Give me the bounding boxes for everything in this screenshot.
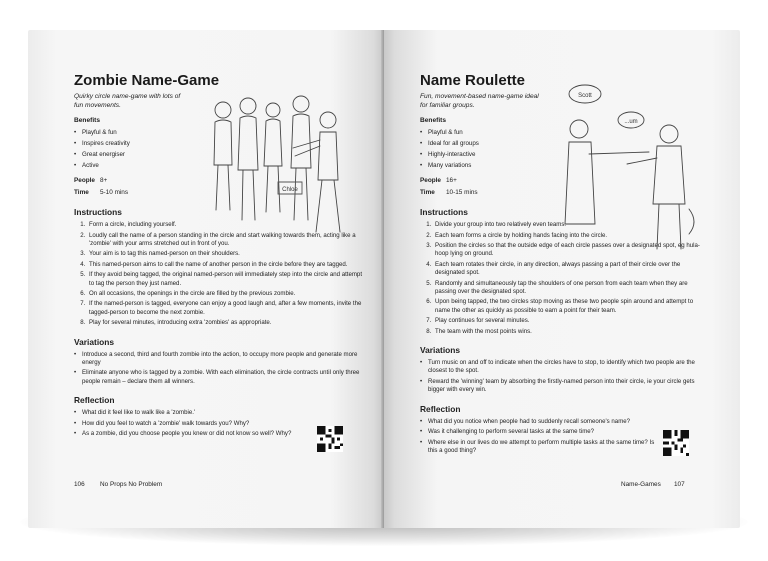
reflection-list [420,418,655,456]
variations-heading: Variations [74,336,115,347]
reflection-item: • Where else in our lives do we attempt to perform multiple tasks at the same time? Is this a good thing? [420,439,655,456]
variations-list [420,359,710,395]
instruction-item: 5. Randomly and simultaneously tap the shoulders of one person from each team when they are passing over the designated spot. [433,280,710,297]
time-label: Time [420,188,435,196]
instruction-item: 8. The team with the most points wins. [433,328,710,336]
variation-item: • Reward the 'winning' team by absorbing the firstly-named person into their circle, ie your circle gets bigger with every win. [420,378,710,395]
benefits-label: Benefits [420,117,447,125]
instruction-item: 3. Position the circles so that the outside edge of each circle passes over a designated spot, eg hula-hoop lying on ground. [433,242,710,259]
instructions-heading: Instructions [420,207,468,218]
variation-item: • Turn music on and off to indicate when the circles have to stop, to identify which two people are the closest to the spot. [420,359,710,376]
instruction-item: 8. Play for several minutes, introducing extra 'zombies' as appropriate. [87,319,364,327]
benefit-item: • Active [74,160,364,171]
footer-title: No Props No Problem [100,481,163,488]
time-label: Time [74,188,89,196]
time-row [74,187,364,199]
variation-item: • Eliminate anyone who is tagged by a zombie. With each elimination, the circle contracts until only three people remain – declare them all winners. [74,369,364,386]
instructions-list [74,221,364,327]
benefits-label: Benefits [74,117,101,125]
variation-item: • Introduce a second, third and fourth zombie into the action, to occupy more people and generate more energy [74,351,364,368]
people-label: People [74,177,95,185]
instruction-item: 4. Each team rotates their circle, in any direction, always passing a part of their circle over the designated spot. [433,261,710,278]
instruction-item: 4. This named-person aims to call the name of another person in the circle before they are tagged. [87,261,364,269]
people-row [420,175,710,187]
reflection-item: • As a zombie, did you choose people you knew or did not know so well? Why? [74,430,309,438]
time-row [420,187,710,199]
people-value: 16+ [446,177,457,185]
benefit-item: • Many variations [420,160,710,171]
page-title: Zombie Name-Game [74,72,220,89]
reflection-list [74,409,309,438]
benefit-item: • Playful & fun [74,127,364,138]
right-page [384,30,740,528]
reflection-item: • Was it challenging to perform several tasks at the same time? [420,428,655,436]
instructions-heading: Instructions [74,207,122,218]
reflection-heading: Reflection [420,403,461,414]
instruction-item: 1. Form a circle, including yourself. [87,221,364,229]
instruction-item: 6. Upon being tapped, the two circles stop moving as these two people spin around and attempt to name the other as quickly as possible to earn a point for their team. [433,298,710,315]
benefit-item: • Inspires creativity [74,138,364,149]
reflection-item: • What did you notice when people had to suddenly recall someone's name? [420,418,655,426]
page-number: 107 [674,481,685,488]
benefits-list [74,127,364,171]
page-subtitle: Fun, movement-based name-game ideal for familiar groups. [420,93,539,109]
people-label: People [420,177,441,185]
time-value: 10-15 mins [446,188,478,196]
instruction-item: 2. Loudly call the name of a person standing in the circle and start walking towards them, acting like a 'zombie' with your arms stretched out in front of you. [87,232,364,249]
benefit-item: • Highly-interactive [420,149,710,160]
page-number: 106 [74,481,85,488]
qr-code-icon[interactable] [317,426,343,452]
page-subtitle: Quirky circle name-game with lots of fun movements. [74,93,181,109]
speech-bubble-1-text: Scott [578,93,592,99]
instruction-item: 7. If the named-person is tagged, everyone can enjoy a good laugh and, after a few moments, invite the tagged-person to become the next zombie. [87,300,364,317]
instructions-list [420,221,710,336]
variations-list [74,351,364,387]
people-value: 8+ [100,177,108,185]
instruction-item: 2. Each team forms a circle by holding hands facing into the circle. [433,232,710,240]
qr-code-icon[interactable] [663,430,689,456]
page-title: Name Roulette [420,72,526,89]
benefit-item: • Great energiser [74,149,364,160]
reflection-heading: Reflection [74,395,115,406]
reflection-item: • What did it feel like to walk like a 'zombie.' [74,409,309,417]
benefits-list [420,127,710,171]
speech-bubble-2-text: ...um [624,119,638,125]
benefit-item: • Ideal for all groups [420,138,710,149]
instruction-item: 5. If they avoid being tagged, the original named-person will immediately step into the circle and attempt to tag the person they just named. [87,271,364,288]
instruction-item: 3. Your aim is to tag this named-person on their shoulders. [87,250,364,258]
variations-heading: Variations [420,345,461,356]
speech-bubble-text: Chloe [282,187,298,193]
instruction-item: 6. On all occasions, the openings in the circle are filled by the previous zombie. [87,290,364,298]
reflection-item: • How did you feel to watch a 'zombie' walk towards you? Why? [74,420,309,428]
left-page [28,30,384,528]
benefit-item: • Playful & fun [420,127,710,138]
people-row [74,175,364,187]
instruction-item: 7. Play continues for several minutes. [433,317,710,325]
time-value: 5-10 mins [100,188,129,196]
footer-title: Name-Games [621,481,661,488]
instruction-item: 1. Divide your group into two relatively even teams. [433,221,710,229]
